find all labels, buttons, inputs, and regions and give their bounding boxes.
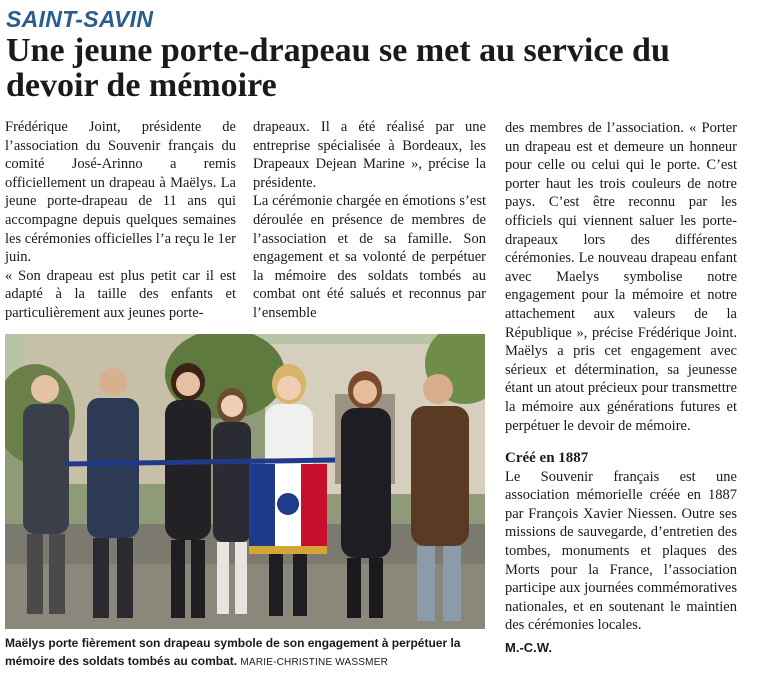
article-headline: Une jeune porte-drapeau se met au service du devoir de mémoire xyxy=(6,32,670,104)
photo-caption xyxy=(5,634,490,672)
article-column-3 xyxy=(505,119,737,658)
article-photo xyxy=(5,334,485,629)
section-kicker: SAINT-SAVIN xyxy=(6,6,154,32)
column-3-paragraph-2: Le Souvenir français est une association mémorielle créée en 1887 par François Xavier Niessen. Outre ses missions de sauvegarde, d’entretien des tombes, monuments et plaques des Morts pour la France, l’association participe aux journées commémoratives nationales, et en soutenant le maintien des cérémonies locales. xyxy=(505,468,737,634)
tricolor-flag xyxy=(249,464,327,554)
column-2-paragraph-2: La cérémonie chargée en émotions s’est déroulée en présence de membres de l’association et de sa famille. Son engagement et sa volonté de perpétuer la mémoire des soldats tombés au combat ont été salués et reconnus par l’ensemble xyxy=(253,193,486,321)
column-1-paragraph-2: « Son drapeau est plus petit car il est adapté à la taille des enfants et particulièrement aux jeunes porte- xyxy=(5,267,236,321)
author-signature: M.-C.W. xyxy=(505,640,552,656)
subheading: Créé en 1887 xyxy=(505,450,589,467)
group-photo-illustration xyxy=(5,334,485,629)
column-1-paragraph-1: Frédérique Joint, présidente de l’association du Souvenir français du comité José-Arinno a remis officiellement un drapeau à Maëlys. La jeune porte-drapeau de 11 ans qui accompagne depuis quelques semaines les cérémonies officielles l’a reçu le 1er juin. xyxy=(5,119,236,266)
column-2-paragraph-1: drapeaux. Il a été réalisé par une entreprise spécialisée à Bordeaux, les Drapeaux Dejean Marine », précise la présidente. xyxy=(253,119,486,191)
article-column-2 xyxy=(253,118,486,323)
article-column-1 xyxy=(5,118,236,323)
caption-text: Maëlys porte fièrement son drapeau symbole de son engagement à perpétuer la mémoire des soldats tombés au combat. xyxy=(5,636,461,668)
photo-credit: MARIE-CHRISTINE WASSMER xyxy=(240,657,388,668)
column-3-paragraph-1: des membres de l’association. « Porter un drapeau est et demeure un honneur pour celle ou celui qui le porte. C’est porter haut les trois couleurs de notre pays. C’est être reconnu par les officiels qui viennent saluer les porte-drapeaux lors des différentes cérémonies. Le nouveau drapeau enfant avec Maelys symbolise notre engagement pour la mémoire et notre attachement aux valeurs de la République », précise Frédérique Joint. Maëlys a pris cet engagement avec sérieux et détermination, sa jeunesse étant un atout précieux pour transmettre la mémoire aux générations futures et perpétuer le devoir de mémoire. xyxy=(505,120,737,434)
